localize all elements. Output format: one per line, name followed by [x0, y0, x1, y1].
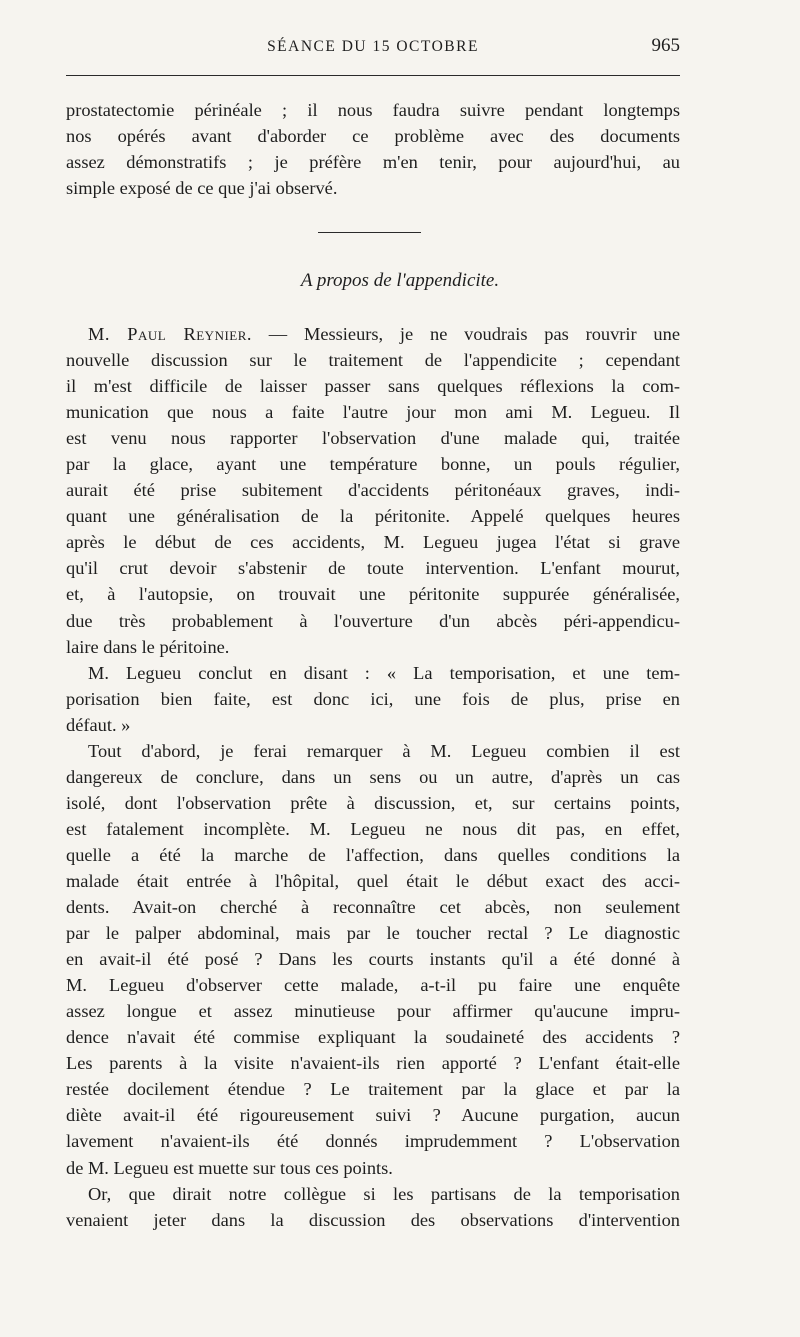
- text-line: dence n'avait été commise expliquant la soudaineté des accidents ?: [66, 1027, 680, 1048]
- text-line: en avait-il été posé ? Dans les courts instants qu'il a été donné à: [66, 949, 680, 970]
- text-line: est fatalement incomplète. M. Legueu ne nous dit pas, en effet,: [66, 818, 680, 839]
- text-line: restée docilement étendue ? Le traitement par la glace et par la: [66, 1079, 680, 1100]
- text-line: nos opérés avant d'aborder ce problème avec des documents: [66, 126, 680, 147]
- text-line: assez longue et assez minutieuse pour affirmer qu'aucune impru-: [66, 1001, 680, 1022]
- text-line: lavement n'avaient-ils été donnés imprudemment ? L'observation: [66, 1131, 680, 1152]
- text-line: après le début de ces accidents, M. Legueu jugea l'état si grave: [66, 532, 680, 553]
- text-line: quelle a été la marche de l'affection, dans quelles conditions la: [66, 844, 680, 865]
- header-rule: [66, 75, 680, 76]
- text-line: simple exposé de ce que j'ai observé.: [66, 178, 338, 199]
- text-line: aurait été prise subitement d'accidents péritonéaux graves, indi-: [66, 480, 680, 501]
- running-title: SÉANCE DU 15 OCTOBRE: [267, 38, 479, 55]
- page-header: [66, 35, 680, 68]
- text-line: dents. Avait-on cherché à reconnaître cet abcès, non seulement: [66, 897, 680, 918]
- text-line: qu'il crut devoir s'abstenir de toute intervention. L'enfant mourut,: [66, 558, 680, 579]
- text-line: nouvelle discussion sur le traitement de l'appendicite ; cependant: [66, 350, 680, 371]
- text-line: par la glace, ayant une température bonne, un pouls régulier,: [66, 454, 680, 475]
- text-line: par le palper abdominal, mais par le toucher rectal ? Le diagnostic: [66, 923, 680, 944]
- text-line: est venu nous rapporter l'observation d'une malade qui, traitée: [66, 428, 680, 449]
- text-line: dangereux de conclure, dans un sens ou un autre, d'après un cas: [66, 766, 680, 787]
- text-line: [66, 321, 680, 347]
- text-line: venaient jeter dans la discussion des observations d'intervention: [66, 1209, 680, 1230]
- main-text: [66, 321, 680, 1233]
- section-separator: [318, 232, 421, 233]
- page-number: 965: [651, 35, 680, 56]
- text-line: et, à l'autopsie, on trouvait une péritonite suppurée généralisée,: [66, 584, 680, 605]
- text-line: Or, que dirait notre collègue si les partisans de la temporisation: [88, 1183, 680, 1204]
- text-line: M. Legueu d'observer cette malade, a-t-il pu faire une enquête: [66, 975, 680, 996]
- intro-paragraph: [66, 97, 680, 201]
- speech-opening: — Messieurs, je ne voudrais pas rouvrir une: [252, 324, 680, 344]
- text-line: il m'est difficile de laisser passer sans quelques réflexions la com-: [66, 376, 680, 397]
- text-line: quant une généralisation de la péritonite. Appelé quelques heures: [66, 506, 680, 527]
- text-line: munication que nous a faite l'autre jour mon ami M. Legueu. Il: [66, 402, 680, 423]
- text-line: défaut. »: [66, 714, 131, 735]
- text-line: assez démonstratifs ; je préfère m'en tenir, pour aujourd'hui, au: [66, 152, 680, 173]
- text-line: malade était entrée à l'hôpital, quel était le début exact des acci-: [66, 870, 680, 891]
- text-line: isolé, dont l'observation prête à discussion, et, sur certains points,: [66, 792, 680, 813]
- text-line: prostatectomie périnéale ; il nous faudra suivre pendant longtemps: [66, 100, 680, 120]
- text-line: due très probablement à l'ouverture d'un abcès péri-appendicu-: [66, 610, 680, 631]
- speaker-name: M. Paul Reynier.: [88, 324, 252, 344]
- section-title: A propos de l'appendicite.: [300, 270, 500, 291]
- text-line: diète avait-il été rigoureusement suivi ? Aucune purgation, aucun: [66, 1105, 680, 1126]
- text-line: Les parents à la visite n'avaient-ils rien apporté ? L'enfant était-elle: [66, 1053, 680, 1074]
- text-line: M. Legueu conclut en disant : « La temporisation, et une tem-: [88, 662, 680, 683]
- text-line: Tout d'abord, je ferai remarquer à M. Legueu combien il est: [88, 740, 680, 761]
- text-line: laire dans le péritoine.: [66, 636, 230, 657]
- text-line: porisation bien faite, est donc ici, une fois de plus, prise en: [66, 688, 680, 709]
- text-line: de M. Legueu est muette sur tous ces points.: [66, 1157, 393, 1178]
